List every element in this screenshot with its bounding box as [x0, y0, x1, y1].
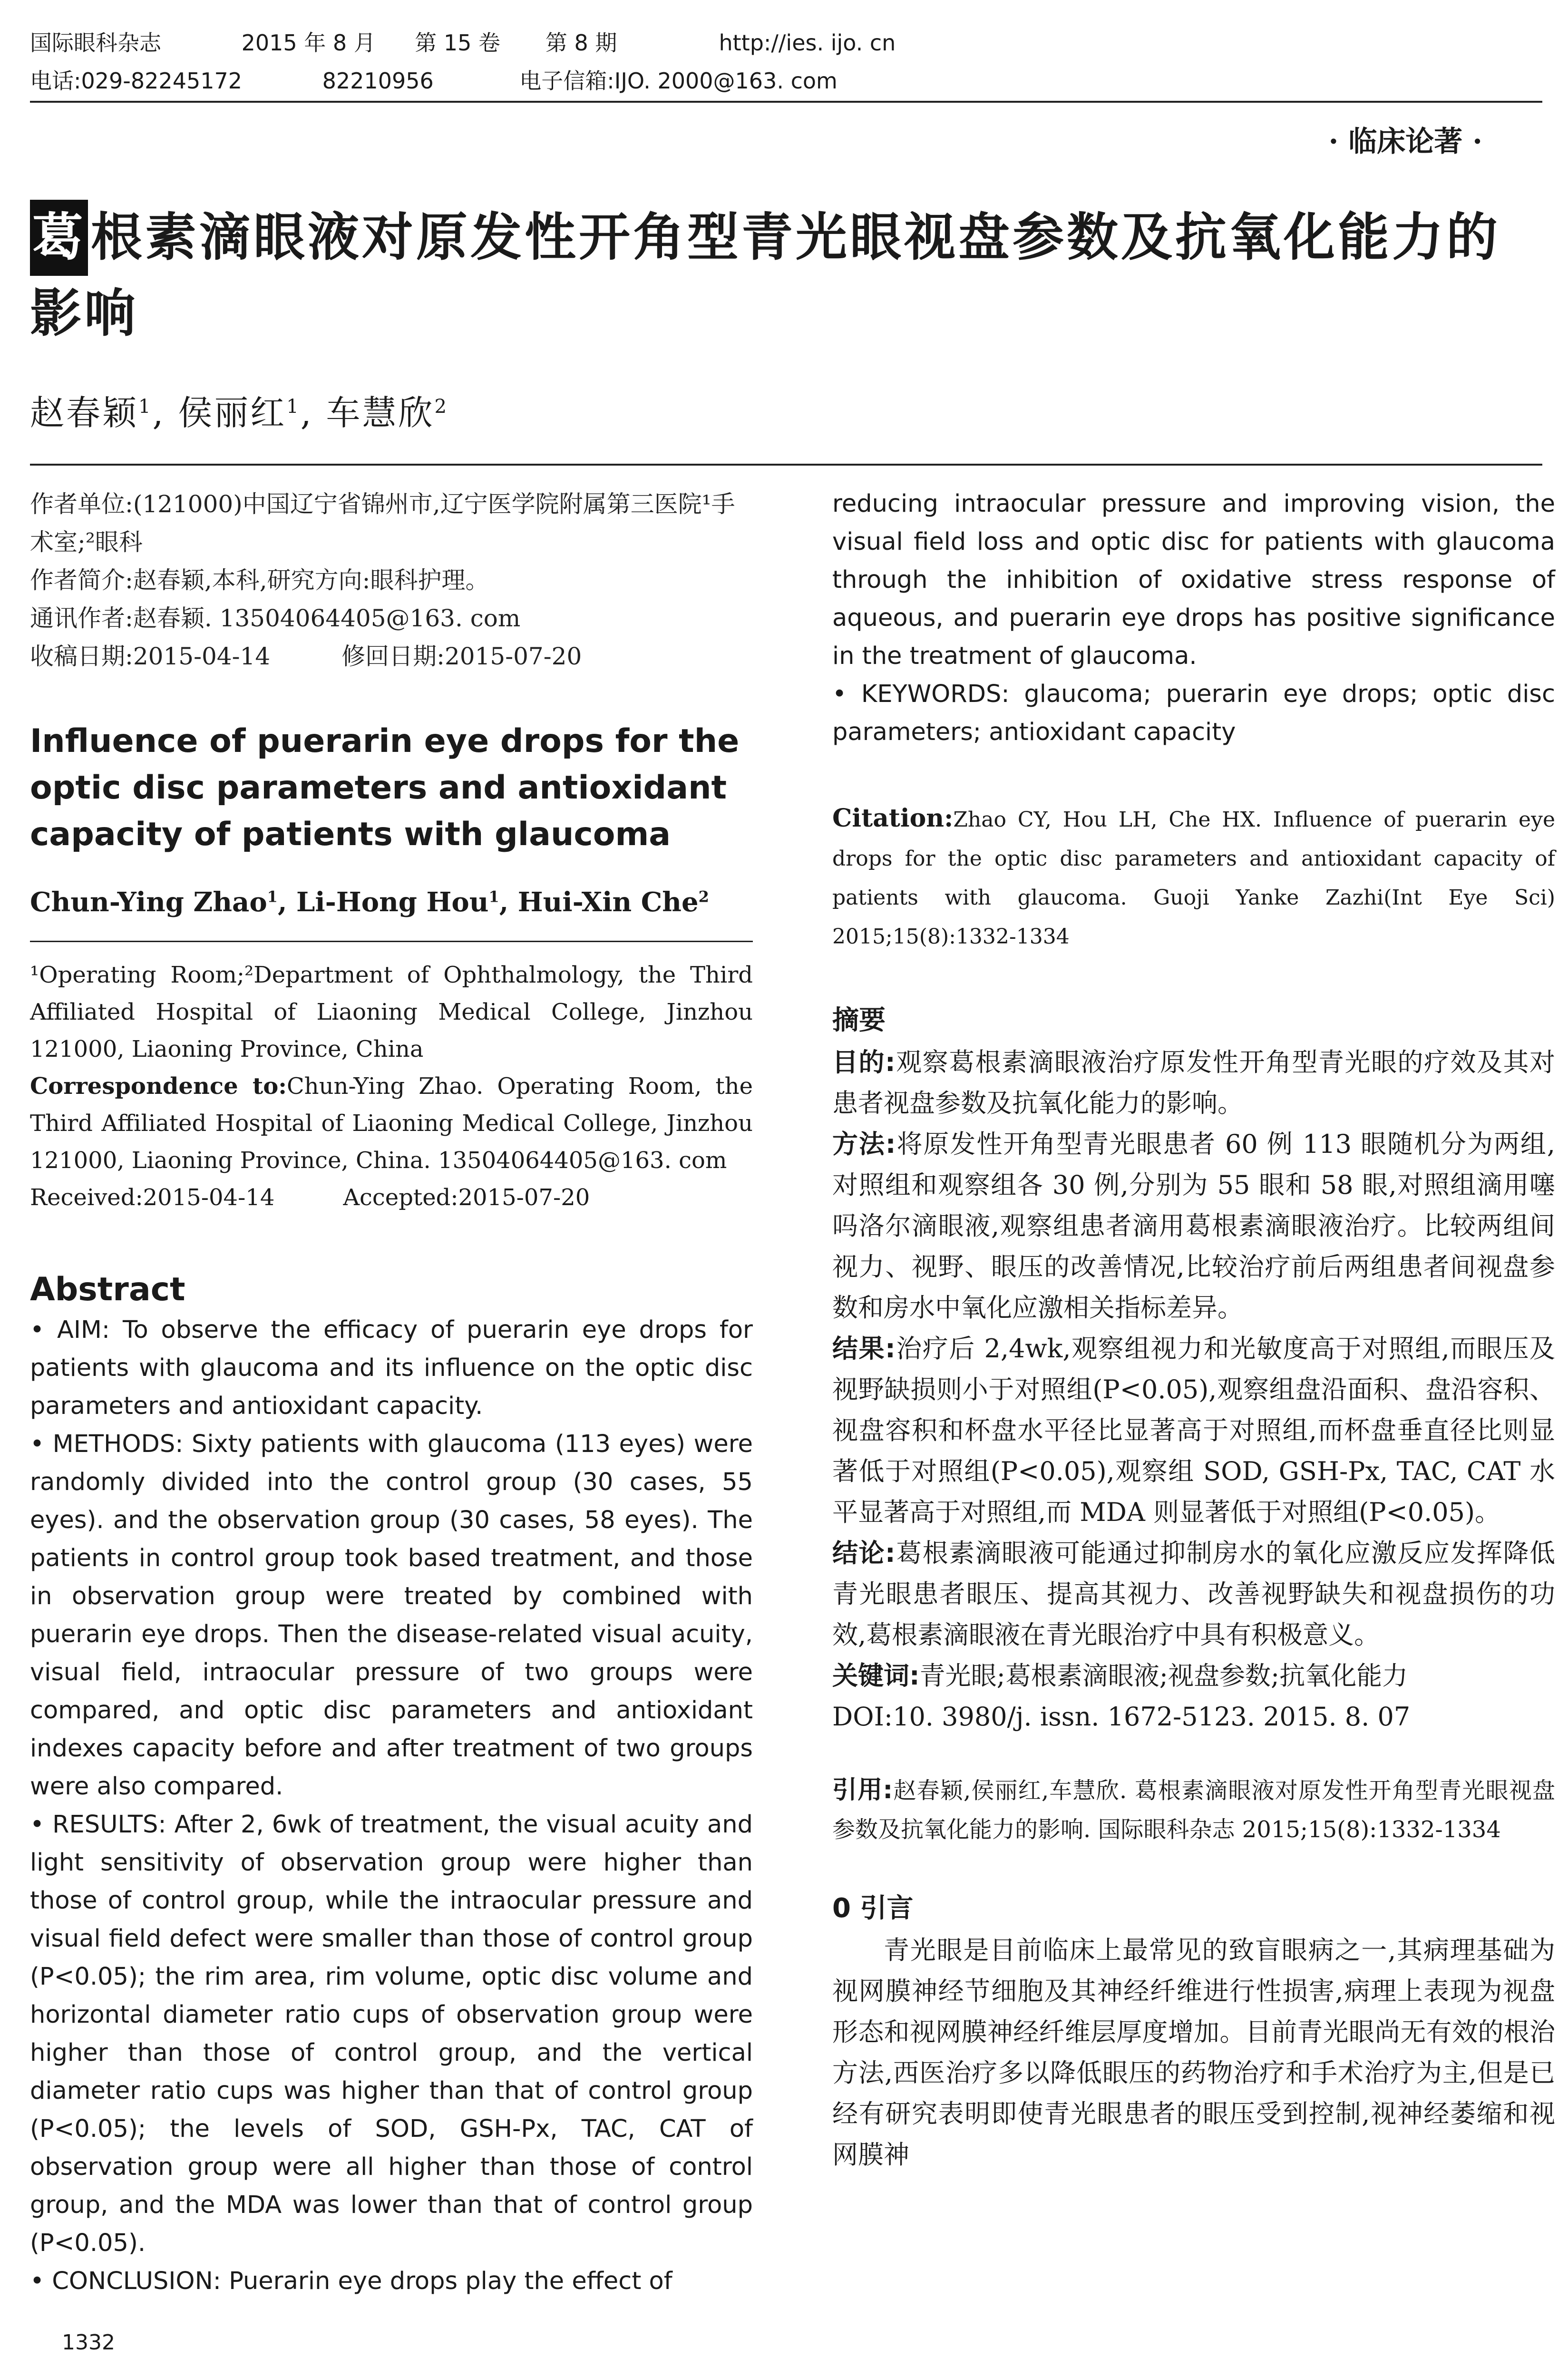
author-unit: 作者单位:(121000)中国辽宁省锦州市,辽宁医学院附属第三医院¹手术室;²眼科	[30, 490, 735, 556]
intro-heading: 0 引言	[832, 1893, 914, 1924]
cn-citation-text: 赵春颖,侯丽红,车慧欣. 葛根素滴眼液对原发性开角型青光眼视盘参数及抗氧化能力的影响. 国际眼科杂志 2015;15(8):1332-1334	[832, 1777, 1555, 1843]
author-name: Hui-Xin Che	[517, 887, 699, 918]
cn-methods-label: 方法:	[832, 1129, 896, 1159]
author-name: Li-Hong Hou	[296, 887, 489, 918]
abstract-conclusion-start: • CONCLUSION: Puerarin eye drops play the effect of	[30, 2267, 672, 2295]
email[interactable]: 电子信箱:IJO. 2000@163. com	[519, 68, 838, 94]
author-info	[30, 485, 753, 675]
cn-results-label: 结果:	[832, 1334, 896, 1364]
cn-aim-text: 观察葛根素滴眼液治疗原发性开角型青光眼的疗效及其对患者视盘参数及抗氧化能力的影响。	[832, 1047, 1555, 1118]
cn-keywords-text: 青光眼;葛根素滴眼液;视盘参数;抗氧化能力	[919, 1661, 1408, 1691]
cn-aim-label: 目的:	[832, 1047, 896, 1077]
title-first-char: 葛	[30, 200, 88, 276]
title-rest: 根素滴眼液对原发性开角型青光眼视盘参数及抗氧化能力的影响	[30, 208, 1501, 343]
abstract-conclusion-end: reducing intraocular pressure and improving vision, the visual field loss and optic disc for patients with glaucoma through the inhibition of oxidative stress response of aqueous, and puerarin eye drops has positive significance in the treatment of glaucoma.	[832, 490, 1555, 670]
cn-aim	[832, 1042, 1555, 1124]
cn-results	[832, 1328, 1555, 1533]
english-authors: Chun-Ying Zhao$^1$, Li-Hong Hou$^1$, Hui-Xin Che$^2$	[30, 887, 709, 918]
right-column	[832, 485, 1555, 2175]
citation	[832, 799, 1555, 956]
cn-conclusion	[832, 1533, 1555, 1656]
header-rule	[30, 101, 1542, 103]
author-sup: 1	[488, 887, 499, 906]
phone: 电话:029-82245172	[30, 68, 243, 94]
journal-header	[30, 24, 1542, 100]
author-sup: 1	[286, 396, 301, 418]
abstract-methods: • METHODS: Sixty patients with glaucoma (113 eyes) were randomly divided into the control group (30 cases, 55 eyes). and the observation group (30 cases, 58 eyes). The patients in control group took based treatment, and those in observation group were treated by combined with puerarin eye drops. Then the disease-related visual acuity, visual field, intraocular pressure of two groups were compared, and optic disc parameters and antioxidant indexes capacity before and after treatment of two groups were also compared.	[30, 1430, 753, 1801]
cn-citation-label: 引用:	[832, 1776, 893, 1804]
author-bio: 作者简介:赵春颖,本科,研究方向:眼科护理。	[30, 566, 489, 594]
author-sup: 1	[267, 887, 278, 906]
author-sup: 2	[434, 396, 448, 418]
correspondence-label: Correspondence to:	[30, 1073, 287, 1100]
authors-cn: 赵春颖$^1$, 侯丽红$^1$, 车慧欣$^2$	[30, 393, 448, 433]
section-tag: · 临床论著 ·	[1328, 125, 1482, 158]
affiliation: ¹Operating Room;²Department of Ophthalmology, the Third Affiliated Hospital of Liaoning Medical College, Jinzhou 121000, Liaoning Province, China	[30, 962, 753, 1062]
cn-keywords	[832, 1656, 1555, 1696]
abstract-continued	[832, 485, 1555, 751]
abstract-aim: • AIM: To observe the efficacy of puerarin eye drops for patients with glaucoma and its influence on the optic disc parameters and antioxidant capacity.	[30, 1316, 753, 1420]
received-accepted: Received:2015-04-14 Accepted:2015-07-20	[30, 1184, 590, 1211]
english-title: Influence of puerarin eye drops for the optic disc parameters and antioxidant capacity of patients with glaucoma	[30, 722, 740, 853]
article-title	[30, 200, 1552, 352]
cn-methods-text: 将原发性开角型青光眼患者 60 例 113 眼随机分为两组,对照组和观察组各 30 例,分别为 55 眼和 58 眼,对照组滴用噻吗洛尔滴眼液,观察组患者滴用葛根素滴眼液治疗。比较两组间视力、视野、眼压的改善情况,比较治疗前后两组患者间视盘参数和房水中氧化应激相关指标差异。	[832, 1129, 1555, 1323]
author-sup: 1	[138, 396, 153, 418]
cn-conclusion-text: 葛根素滴眼液可能通过抑制房水的氧化应激反应发挥降低青光眼患者眼压、提高其视力、改善视野缺失和视盘损伤的功效,葛根素滴眼液在青光眼治疗中具有积极意义。	[832, 1538, 1555, 1650]
volume: 第 15 卷	[415, 30, 501, 56]
page-number: 1332	[62, 2330, 115, 2355]
author-name: 侯丽红	[178, 393, 287, 433]
author-name: Chun-Ying Zhao	[30, 887, 267, 918]
cn-conclusion-label: 结论:	[832, 1538, 896, 1568]
cn-abstract-heading: 摘要	[832, 1005, 886, 1036]
cn-citation	[832, 1771, 1555, 1849]
abstract-heading: Abstract	[30, 1271, 185, 1308]
cn-results-text: 治疗后 2,4wk,观察组视力和光敏度高于对照组,而眼压及视野缺损则小于对照组(P<0.05),观察组盘沿面积、盘沿容积、视盘容积和杯盘水平径比显著高于对照组,而杯盘垂直径比则显著低于对照组(P<0.05),观察组 SOD, GSH-Px, TAC, CAT 水平显著高于对照组,而 MDA 则显著低于对照组(P<0.05)。	[832, 1334, 1555, 1527]
phone-2: 82210956	[322, 68, 434, 94]
citation-text: Zhao CY, Hou LH, Che HX. Influence of puerarin eye drops for the optic disc parameters and antioxidant capacity of patients with glaucoma. Guoji Yanke Zazhi(Int Eye Sci) 2015;15(8):1332-1334	[832, 808, 1555, 949]
author-sup: 2	[698, 887, 709, 906]
cn-methods	[832, 1124, 1555, 1328]
cn-abstract	[832, 999, 1555, 1737]
abstract-results: • RESULTS: After 2, 6wk of treatment, the visual acuity and light sensitivity of observation group were higher than those of control group, while the intraocular pressure and visual field defect were smaller than those of control group (P<0.05); the rim area, rim volume, optic disc volume and horizontal diameter ratio cups of observation group were higher than those of control group, and the vertical diameter ratio cups was higher than that of control group (P<0.05); the levels of SOD, GSH-Px, TAC, CAT of observation group were all higher than those of control group, and the MDA was lower than that of control group (P<0.05).	[30, 1811, 753, 2257]
issue: 第 8 期	[545, 30, 617, 56]
author-name: 赵春颖	[30, 393, 139, 433]
main-rule	[30, 464, 1542, 466]
cn-doi[interactable]: DOI:10. 3980/j. issn. 1672-5123. 2015. 8. 07	[832, 1702, 1411, 1732]
received-dates: 收稿日期:2015-04-14 修回日期:2015-07-20	[30, 643, 582, 670]
journal-name: 国际眼科杂志	[30, 30, 161, 56]
journal-url[interactable]: http://ies. ijo. cn	[719, 30, 896, 56]
abstract-body	[30, 1311, 753, 2300]
abstract-keywords: • KEYWORDS: glaucoma; puerarin eye drops; optic disc parameters; antioxidant capacity	[832, 680, 1555, 746]
citation-label: Citation:	[832, 804, 954, 833]
issue-date: 2015 年 8 月	[241, 30, 376, 56]
correspondence	[30, 1068, 753, 1179]
affiliation-block	[30, 956, 753, 1216]
author-name: 车慧欣	[326, 393, 435, 433]
corresponding-author: 通讯作者:赵春颖. 13504064405@163. com	[30, 604, 521, 632]
intro-text: 青光眼是目前临床上最常见的致盲眼病之一,其病理基础为视网膜神经节细胞及其神经纤维进行性损害,病理上表现为视盘形态和视网膜神经纤维层厚度增加。目前青光眼尚无有效的根治方法,西医治疗多以降低眼压的药物治疗和手术治疗为主,但是已经有研究表明即使青光眼患者的眼压受到控制,视神经萎缩和视网膜神	[832, 1935, 1555, 2170]
correspondence-text: Chun-Ying Zhao. Operating Room, the Third Affiliated Hospital of Liaoning Medical College, Jinzhou 121000, Liaoning Province, China. 13504064405@163. com	[30, 1073, 753, 1174]
left-column	[30, 485, 753, 2300]
authors-rule	[30, 941, 753, 942]
cn-keywords-label: 关键词:	[832, 1661, 920, 1691]
